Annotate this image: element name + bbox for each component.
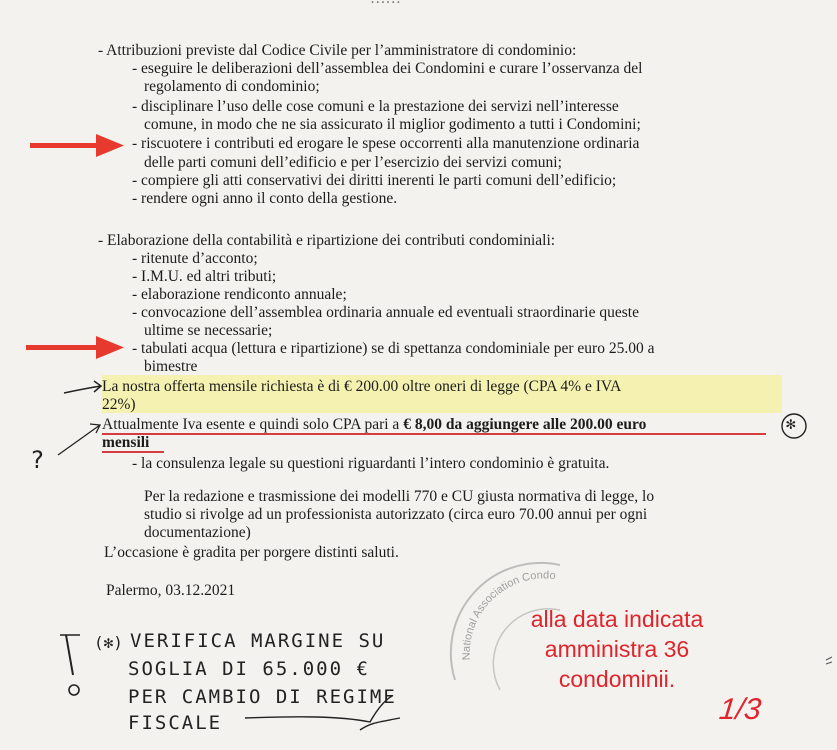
handwritten-note-line: VERIFICA MARGINE SU [130, 630, 386, 652]
red-note-line: amministra 36 [544, 636, 690, 662]
edge-mark [826, 657, 832, 664]
red-note-line: condominii. [558, 666, 676, 692]
section2-item: ultime se necessarie; [144, 322, 273, 339]
iva-text: Attualmente Iva esente e quindi solo CPA pari a [102, 416, 404, 433]
offer-line1: La nostra offerta mensile richiesta è di € 200.00 oltre oneri di legge (CPA 4% e IVA [102, 378, 622, 395]
handwritten-note-line: PER CAMBIO DI REGIME [128, 686, 397, 708]
iva-line2: mensili [102, 434, 150, 451]
section1-item: - rendere ogni anno il conto della gestione. [132, 190, 398, 207]
section1-heading: - Attribuzioni previste dal Codice Civile per l’amministratore di condominio: [98, 42, 577, 59]
pen-arrow-icon [64, 386, 101, 393]
section1-item: - riscuotere i contributi ed erogare le spese occorrenti alla manutenzione ordinaria [132, 135, 640, 152]
redazione-line: documentazione) [144, 524, 251, 541]
section2-item: - convocazione dell’assemblea ordinaria annuale ed eventuali straordinarie queste [132, 304, 639, 321]
section2-item: - tabulati acqua (lettura e ripartizione) se di spettanza condominiale per euro 25.00 a [132, 340, 655, 357]
section2-item: - elaborazione rendiconto annuale; [132, 286, 347, 303]
iva-amount: € 8,00 da aggiungere alle 200.00 euro [403, 416, 647, 433]
section1-item: delle parti comuni dell’edificio e per l’esercizio dei servizi comuni; [144, 154, 562, 171]
place-date: Palermo, 03.12.2021 [106, 582, 236, 599]
question-mark: ? [30, 446, 47, 474]
arrow-icon [30, 134, 124, 157]
stamp-text: National Association Condo [460, 569, 557, 661]
section1-item: - eseguire le deliberazioni dell’assemblea dei Condomini e curare l’osservanza del [132, 60, 643, 77]
section1-item: - disciplinare l’uso delle cose comuni e la prestazione dei servizi nell’interesse [132, 98, 619, 115]
handwritten-note-line: FISCALE [128, 712, 223, 734]
section1-item: regolamento di condominio; [144, 78, 320, 95]
pen-arrow-icon [58, 425, 100, 455]
exclaim-icon [69, 685, 79, 695]
circle-star-mark: ✻ [786, 414, 796, 433]
redazione-line: studio si rivolge ad un professionista autorizzato (circa euro 70.00 annui per ogni [144, 506, 648, 523]
redazione-line: Per la redazione e trasmissione dei modelli 770 e CU giusta normativa di legge, lo [144, 488, 655, 505]
saluti-line: L’occasione è gradita per porgere distinti saluti. [104, 544, 399, 561]
consulenza-line: - la consulenza legale su questioni riguardanti l’intero condominio è gratuita. [132, 455, 610, 472]
handwritten-note-line: SOGLIA DI 65.000 € [128, 658, 370, 680]
exclaim-icon [66, 635, 73, 675]
handwritten-star: (✻) [94, 633, 123, 652]
section2-item: bimestre [144, 358, 198, 375]
section2-item: - ritenute d’acconto; [132, 250, 258, 267]
section1-item: comune, in modo che ne sia assicurato il miglior godimento a tutti i Condomini; [144, 116, 641, 133]
section2-item: - I.M.U. ed altri tributi; [132, 268, 277, 285]
red-note-line: alla data indicata [530, 606, 704, 632]
section1-item: - compiere gli atti conservativi dei diritti inerenti le parti comuni dell’edificio; [132, 172, 617, 189]
section2-heading: - Elaborazione della contabilità e ripartizione dei contributi condominiali: [98, 232, 556, 249]
arrow-icon [26, 336, 124, 359]
offer-line2: 22%) [102, 396, 136, 413]
page-number: 1/3 [717, 693, 763, 726]
